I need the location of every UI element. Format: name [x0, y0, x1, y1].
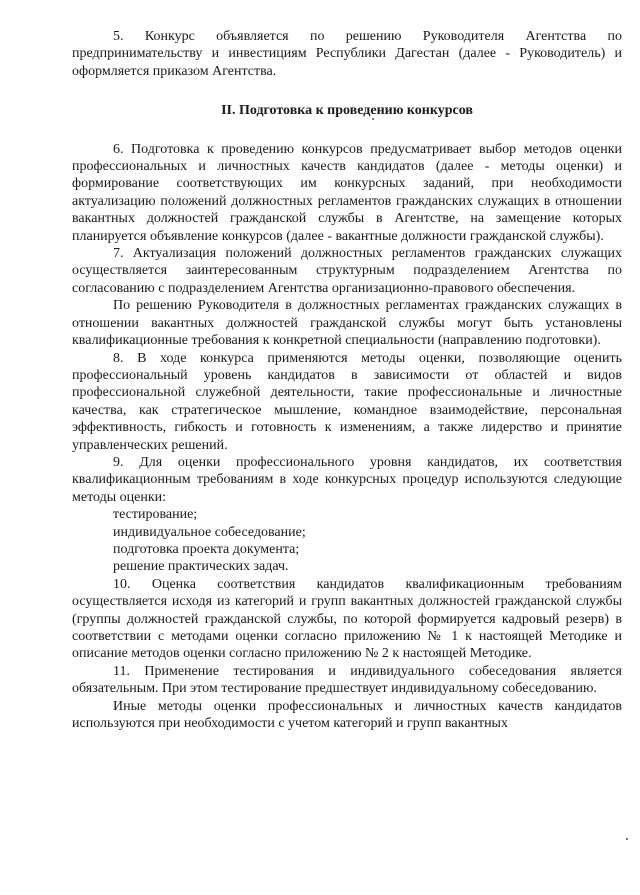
paragraph-9: 9. Для оценки профессионального уровня кандидатов, их соответствия квалификационным требованиям в ходе конкурсных процедур используются следующие методы оценки: [72, 454, 622, 505]
section-heading: II. Подготовка к проведению конкурсов [221, 103, 473, 119]
scan-speck [626, 838, 628, 840]
method-list-item: подготовка проекта документа; [113, 541, 300, 557]
method-list-item: решение практических задач. [113, 559, 289, 575]
method-list-item: тестирование; [113, 507, 198, 523]
paragraph-10: 10. Оценка соответствия кандидатов квалификационным требованиям осуществляется исходя из категорий и групп вакантных должностей гражданской службы (группы должностей гражданской службы, по которой формируется кадровый резерв) в соответствии с методами оценки согласно приложению № 1 к настоящей Методике и описание методов оценки согласно приложению № 2 к настоящей Методике. [72, 576, 622, 662]
paragraph-5: 5. Конкурс объявляется по решению Руководителя Агентства по предпринимательству и инвестициям Республики Дагестан (далее - Руководитель) и оформляется приказом Агентства. [72, 29, 622, 79]
paragraph-6: 6. Подготовка к проведению конкурсов предусматривает выбор методов оценки профессиональных и личностных качеств кандидатов (далее - методы оценки) и формирование соответствующих им конкурсных заданий, при необходимости актуализацию положений должностных регламентов гражданских служащих в отношении вакантных должностей гражданской службы в Агентстве, на замещение которых планируется объявление конкурсов (далее - вакантные должности гражданской службы). [72, 141, 622, 244]
scan-speck [372, 118, 374, 120]
paragraph-7-continued: По решению Руководителя в должностных регламентах гражданских служащих в отношении вакантных должностей гражданской службы могут быть установлены квалификационные требования к конкретной специальности (направлению подготовки). [72, 298, 622, 349]
paragraph-8: 8. В ходе конкурса применяются методы оценки, позволяющие оценить профессиональный уровень кандидатов в зависимости от областей и видов профессиональной служебной деятельности, такие профессиональные и личностные качества, как стратегическое мышление, командное взаимодействие, персональная эффективность, гибкость и готовность к изменениям, а также лидерство и принятие управленческих решений. [72, 350, 622, 453]
paragraph-7: 7. Актуализация положений должностных регламентов гражданских служащих осуществляется заинтересованным структурным подразделением Агентства по согласованию с подразделением Агентства организационно-правового обеспечения. [72, 246, 622, 296]
method-list-item: индивидуальное собеседование; [113, 524, 306, 540]
paragraph-11: 11. Применение тестирования и индивидуального собеседования является обязательным. При этом тестирование предшествует индивидуальному собеседованию. [72, 663, 622, 697]
paragraph-11-continued: Иные методы оценки профессиональных и личностных качеств кандидатов используются при необходимости с учетом категорий и групп вакантных [72, 698, 622, 732]
